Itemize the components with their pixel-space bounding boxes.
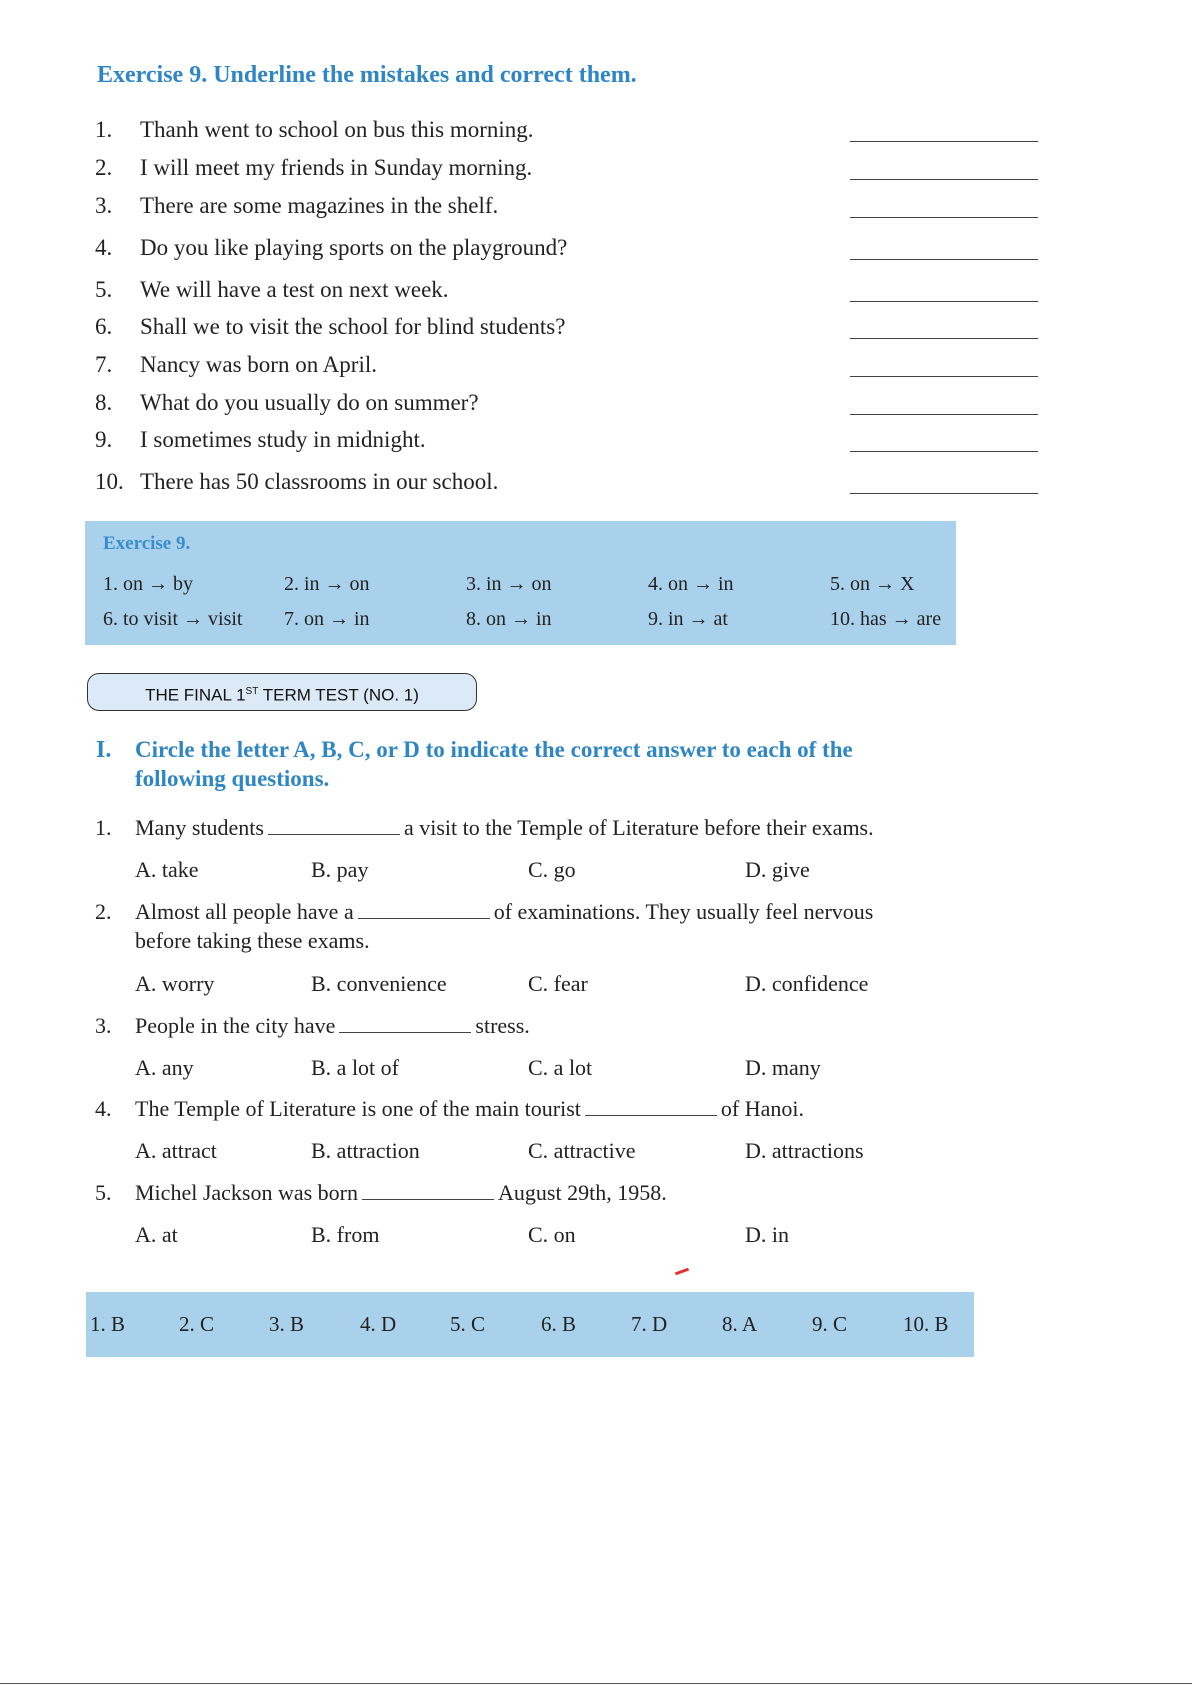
list-item <box>95 427 1045 461</box>
item-number: 2. <box>95 155 113 180</box>
section-instruction-line2: following questions. <box>135 766 330 791</box>
item-number: 9. <box>95 427 113 452</box>
answer-key-item: 10. B <box>903 1312 949 1336</box>
option-a[interactable]: A. attract <box>135 1138 217 1163</box>
option-c[interactable]: C. on <box>528 1222 576 1247</box>
list-item <box>95 117 1045 151</box>
item-sentence: Thanh went to school on bus this morning. <box>140 117 534 142</box>
answer-key-item: 1. B <box>90 1312 126 1336</box>
list-item <box>95 277 1045 311</box>
list-item <box>95 314 1045 348</box>
list-item <box>95 155 1045 189</box>
item-sentence: Nancy was born on April. <box>140 352 377 377</box>
answer-item: 10. has → are <box>830 608 942 630</box>
list-item <box>95 193 1045 227</box>
test-title-prefix: THE FINAL 1 <box>145 685 246 705</box>
answer-blank[interactable] <box>850 301 1038 302</box>
answer-item: 7. on → in <box>284 608 370 630</box>
question-number: 4. <box>95 1096 112 1121</box>
option-a[interactable]: A. worry <box>135 971 215 996</box>
answer-item: 5. on → X <box>830 573 915 595</box>
item-number: 10. <box>95 469 124 494</box>
item-sentence: Do you like playing sports on the playground? <box>140 235 568 260</box>
item-sentence: We will have a test on next week. <box>140 277 449 302</box>
answer-blank[interactable] <box>850 338 1038 339</box>
list-item <box>95 352 1045 386</box>
answer-key-item: 4. D <box>360 1312 397 1336</box>
question-text-before: People in the city have <box>135 1013 336 1038</box>
item-number: 5. <box>95 277 113 302</box>
option-a[interactable]: A. take <box>135 857 199 882</box>
item-sentence: There has 50 classrooms in our school. <box>140 469 499 494</box>
question-text-before: Many students <box>135 815 264 840</box>
option-c[interactable]: C. a lot <box>528 1055 593 1080</box>
answer-blank[interactable] <box>850 414 1038 415</box>
option-c[interactable]: C. fear <box>528 971 588 996</box>
answer-key-item: 2. C <box>179 1312 215 1336</box>
option-b[interactable]: B. pay <box>311 857 369 882</box>
option-d[interactable]: D. confidence <box>745 971 869 996</box>
question-number: 5. <box>95 1180 112 1205</box>
item-number: 6. <box>95 314 113 339</box>
page-bottom-divider <box>0 1683 1192 1684</box>
option-b[interactable]: B. attraction <box>311 1138 420 1163</box>
answer-item: 6. to visit → visit <box>103 608 243 630</box>
item-number: 1. <box>95 117 113 142</box>
test-title-sup: ST <box>245 686 259 697</box>
question-stem <box>135 1013 530 1039</box>
exercise-title: Exercise 9. Underline the mistakes and correct them. <box>97 62 637 88</box>
question-text-before: The Temple of Literature is one of the main tourist <box>135 1096 581 1121</box>
question-stem <box>135 1096 804 1122</box>
answer-item: 1. on → by <box>103 573 193 595</box>
question-number: 3. <box>95 1013 112 1038</box>
question-text-after: of examinations. They usually feel nervous <box>493 899 874 924</box>
answer-blank[interactable] <box>850 179 1038 180</box>
exercise-answer-box <box>85 521 956 645</box>
option-b[interactable]: B. from <box>311 1222 380 1247</box>
answer-blank[interactable] <box>850 376 1038 377</box>
question-text-before: Michel Jackson was born <box>135 1180 359 1205</box>
pen-mark <box>675 1268 689 1276</box>
item-number: 3. <box>95 193 113 218</box>
question-text-after: stress. <box>475 1013 530 1038</box>
section-label: I. <box>96 737 112 763</box>
option-d[interactable]: D. attractions <box>745 1138 864 1163</box>
answer-item: 3. in → on <box>466 573 552 595</box>
question-stem <box>135 815 874 841</box>
test-title-badge <box>87 673 477 711</box>
question-text-after: of Hanoi. <box>720 1096 804 1121</box>
question-text-before: Almost all people have a <box>135 899 354 924</box>
option-a[interactable]: A. any <box>135 1055 194 1080</box>
section-instruction-line1: Circle the letter A, B, C, or D to indicate the correct answer to each of the <box>135 737 853 762</box>
answer-key-item: 8. A <box>722 1312 758 1336</box>
option-a[interactable]: A. at <box>135 1222 178 1247</box>
list-item <box>95 390 1045 424</box>
option-b[interactable]: B. a lot of <box>311 1055 399 1080</box>
answer-item: 8. on → in <box>466 608 552 630</box>
question-blank[interactable] <box>268 834 400 835</box>
option-c[interactable]: C. go <box>528 857 576 882</box>
question-blank[interactable] <box>362 1199 494 1200</box>
item-sentence: Shall we to visit the school for blind students? <box>140 314 566 339</box>
question-text-after: August 29th, 1958. <box>498 1180 667 1205</box>
question-stem-line2: before taking these exams. <box>135 928 370 953</box>
answer-key-item: 9. C <box>812 1312 848 1336</box>
answer-key-item: 6. B <box>541 1312 577 1336</box>
answer-box-title: Exercise 9. <box>103 533 191 554</box>
question-blank[interactable] <box>339 1032 471 1033</box>
item-number: 8. <box>95 390 113 415</box>
answer-key-item: 5. C <box>450 1312 486 1336</box>
question-blank[interactable] <box>358 918 490 919</box>
answer-key-box <box>86 1292 974 1357</box>
answer-blank[interactable] <box>850 451 1038 452</box>
list-item <box>95 235 1045 269</box>
option-d[interactable]: D. give <box>745 857 810 882</box>
answer-blank[interactable] <box>850 217 1038 218</box>
option-d[interactable]: D. in <box>745 1222 789 1247</box>
item-number: 7. <box>95 352 113 377</box>
answer-item: 2. in → on <box>284 573 370 595</box>
question-number: 2. <box>95 899 112 924</box>
question-number: 1. <box>95 815 112 840</box>
test-title-suffix: TERM TEST (NO. 1) <box>258 685 419 705</box>
question-blank[interactable] <box>585 1115 717 1116</box>
option-d[interactable]: D. many <box>745 1055 821 1080</box>
question-text-after: a visit to the Temple of Literature before their exams. <box>403 815 874 840</box>
option-c[interactable]: C. attractive <box>528 1138 636 1163</box>
answer-item: 4. on → in <box>648 573 734 595</box>
list-item <box>95 469 1045 503</box>
item-sentence: I sometimes study in midnight. <box>140 427 426 452</box>
answer-blank[interactable] <box>850 259 1038 260</box>
answer-item: 9. in → at <box>648 608 728 630</box>
item-sentence: What do you usually do on summer? <box>140 390 479 415</box>
item-sentence: There are some magazines in the shelf. <box>140 193 499 218</box>
answer-key-item: 3. B <box>269 1312 305 1336</box>
question-stem <box>135 1180 667 1206</box>
item-number: 4. <box>95 235 113 260</box>
item-sentence: I will meet my friends in Sunday morning. <box>140 155 533 180</box>
answer-blank[interactable] <box>850 493 1038 494</box>
option-b[interactable]: B. convenience <box>311 971 447 996</box>
question-stem <box>135 899 873 925</box>
answer-blank[interactable] <box>850 141 1038 142</box>
answer-key-item: 7. D <box>631 1312 668 1336</box>
